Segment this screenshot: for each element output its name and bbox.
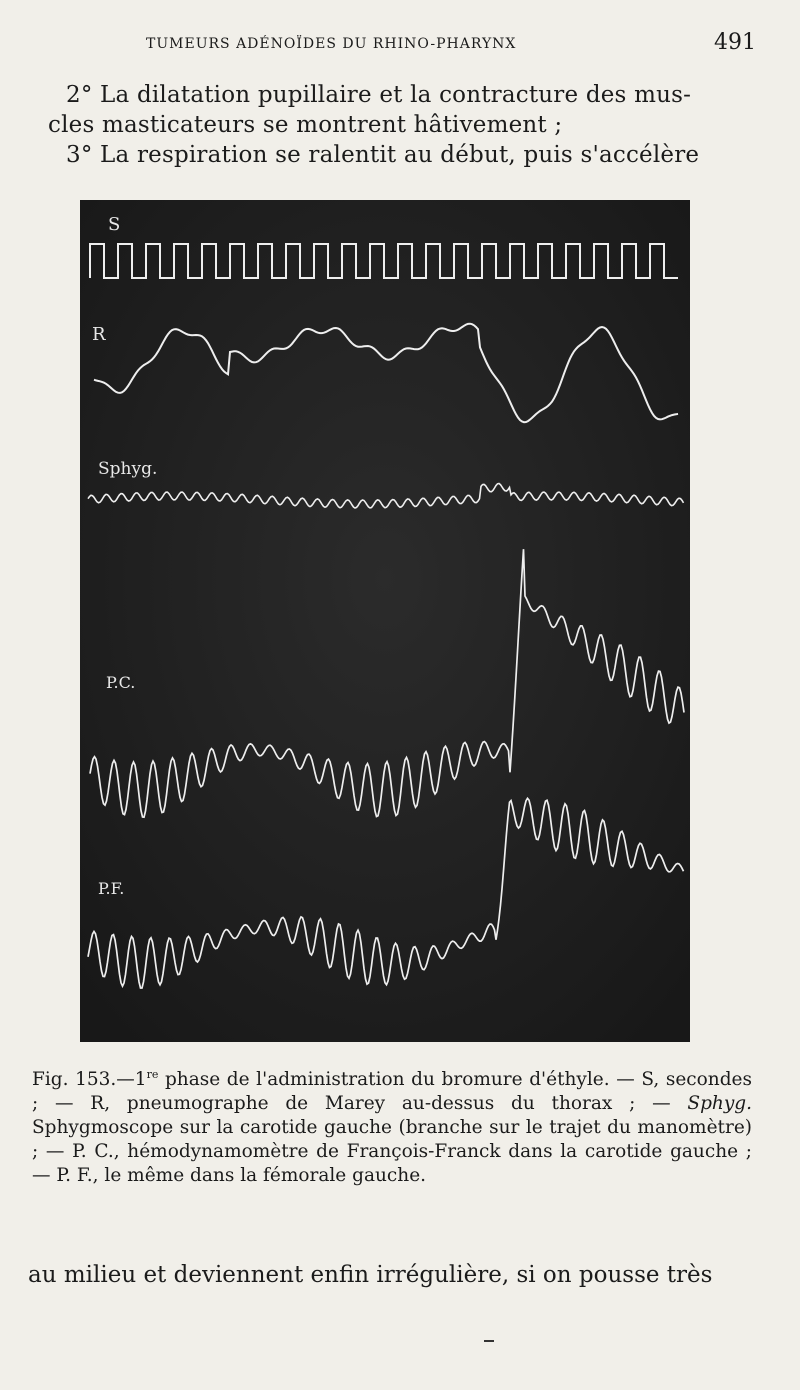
caption-superscript: re [146,1067,159,1081]
label-s: S [108,214,121,235]
page-number: 491 [714,30,756,55]
caption-superscript-num: 1 [134,1069,147,1090]
caption-body-end: Sphygmoscope sur la carotide gauche (branche sur le trajet du manomètre) ; — P. C., hémodynamomètre de François-Franck dans la carotide gauche ; — P. F., le même dans la fémorale gauche. [32,1117,752,1186]
kymograph-traces [80,200,690,1042]
label-r: R [92,324,106,345]
printer-mark [484,1340,494,1342]
caption-fig-label: Fig. 153.— [32,1069,135,1090]
caption-body: phase de l'administration du bromure d'éthyle. — S, secondes ; — R, pneumographe de Marey au-dessus du thorax ; — [32,1069,752,1114]
label-pc: P.C. [106,673,136,692]
body-line-4: au milieu et deviennent enfin irrégulière, si on pousse très [28,1262,713,1288]
body-line-2: cles masticateurs se montrent hâtivement ; [48,112,563,138]
body-line-1: 2° La dilatation pupillaire et la contracture des mus- [66,82,692,108]
figure-caption [32,1068,752,1188]
kymograph-figure [80,200,690,1042]
body-line-3: 3° La respiration se ralentit au début, puis s'accélère [66,142,700,168]
label-pf: P.F. [98,879,125,898]
running-title: TUMEURS ADÉNOÏDES DU RHINO-PHARYNX [146,36,517,52]
caption-sphyg-italic: Sphyg. [687,1093,752,1114]
label-sphyg: Sphyg. [98,459,158,479]
caption-text [32,1068,752,1188]
